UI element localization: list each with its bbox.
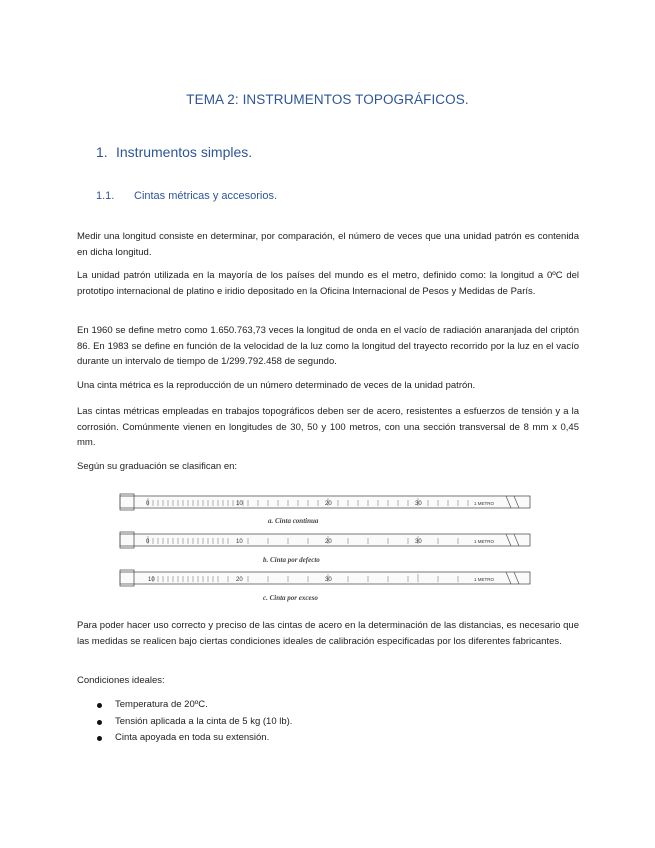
tape-b-label-0: 0 [146,539,150,545]
subsection-heading-1-1 [96,190,277,202]
conditions-list [77,697,292,747]
tape-c-label-metro: 1 METRO [474,577,495,582]
tape-c-caption: c. Cinta por exceso [263,594,318,602]
tape-b-label-10: 10 [236,539,243,545]
tape-b-label-30: 30 [415,539,422,545]
condition-text: Cinta apoyada en toda su extensión. [115,732,270,743]
section-title: Instrumentos simples. [116,144,253,160]
condition-text: Tensión aplicada a la cinta de 5 kg (10 lb). [115,715,293,727]
tape-a-caption: a. Cinta continua [268,517,319,525]
paragraph-clasificacion: Según su graduación se clasifican en: [77,461,238,472]
tape-por-exceso [120,570,530,602]
paragraph-calibracion: Para poder hacer uso correcto y preciso de las cintas de acero en la determinación de las distancias, es necesario que las medidas se realicen bajo ciertas condiciones ideales de calibración especificadas por los diferentes fabricantes. [77,620,579,647]
list-item [77,697,292,714]
paragraph-acero: Las cintas métricas empleadas en trabajos topográficos deben ser de acero, resistentes a esfuerzos de tensión y a la corrosión. Comúnmente vienen en longitudes de 30, 50 y 100 metros, con una sección transversal de 8 mm x 0,45 mm. [77,406,579,449]
bullet-icon [97,736,102,741]
paragraph-metro: La unidad patrón utilizada en la mayoría de los países del mundo es el metro, definido como: la longitud a 0ºC del prototipo internacional de platino e iridio depositado en la Oficina Internacional de Pesos y Medidas de París. [77,270,579,297]
tape-b-label-20: 20 [325,539,332,545]
condition-text: Temperatura de 20ºC. [115,699,208,710]
tape-continua [120,494,530,525]
tape-a-label-10: 10 [236,501,243,507]
subsection-number: 1.1. [96,190,115,202]
tape-a-label-metro: 1 METRO [474,501,495,506]
tape-types-figure [118,490,538,605]
bullet-icon [97,703,102,708]
tape-a-label-0: 0 [146,501,150,507]
paragraph-definition: Medir una longitud consiste en determinar, por comparación, el número de veces que una unidad patrón es contenida en dicha longitud. [77,231,579,258]
subsection-title: Cintas métricas y accesorios. [134,190,278,202]
conditions-label: Condiciones ideales: [77,675,165,686]
paragraph-history: En 1960 se define metro como 1.650.763,73 veces la longitud de onda en el vacío de radiación anaranjada del criptón 86. En 1983 se define en función de la velocidad de la luz como la longitud del trayecto recorrido por la luz en el vacío durante un intervalo de tiempo de 1/299.792.458 de segundo. [77,325,579,368]
tape-b-caption: b. Cinta por defecto [263,556,320,564]
paragraph-cinta: Una cinta métrica es la reproducción de un número determinado de veces de la unidad patrón. [77,380,476,391]
section-heading-1 [96,144,252,160]
tape-a-label-30: 30 [415,501,422,507]
list-item [77,714,292,731]
list-item [77,730,292,747]
tape-c-label-20: 20 [236,577,243,583]
tape-c-label-30: 30 [325,577,332,583]
tape-c-label-10: 10 [148,577,155,583]
tape-por-defecto [120,532,530,564]
page-title: TEMA 2: INSTRUMENTOS TOPOGRÁFICOS. [186,92,469,107]
section-number: 1. [96,144,108,160]
bullet-icon [97,720,102,725]
tape-a-label-20: 20 [325,501,332,507]
tape-b-label-metro: 1 METRO [474,539,495,544]
